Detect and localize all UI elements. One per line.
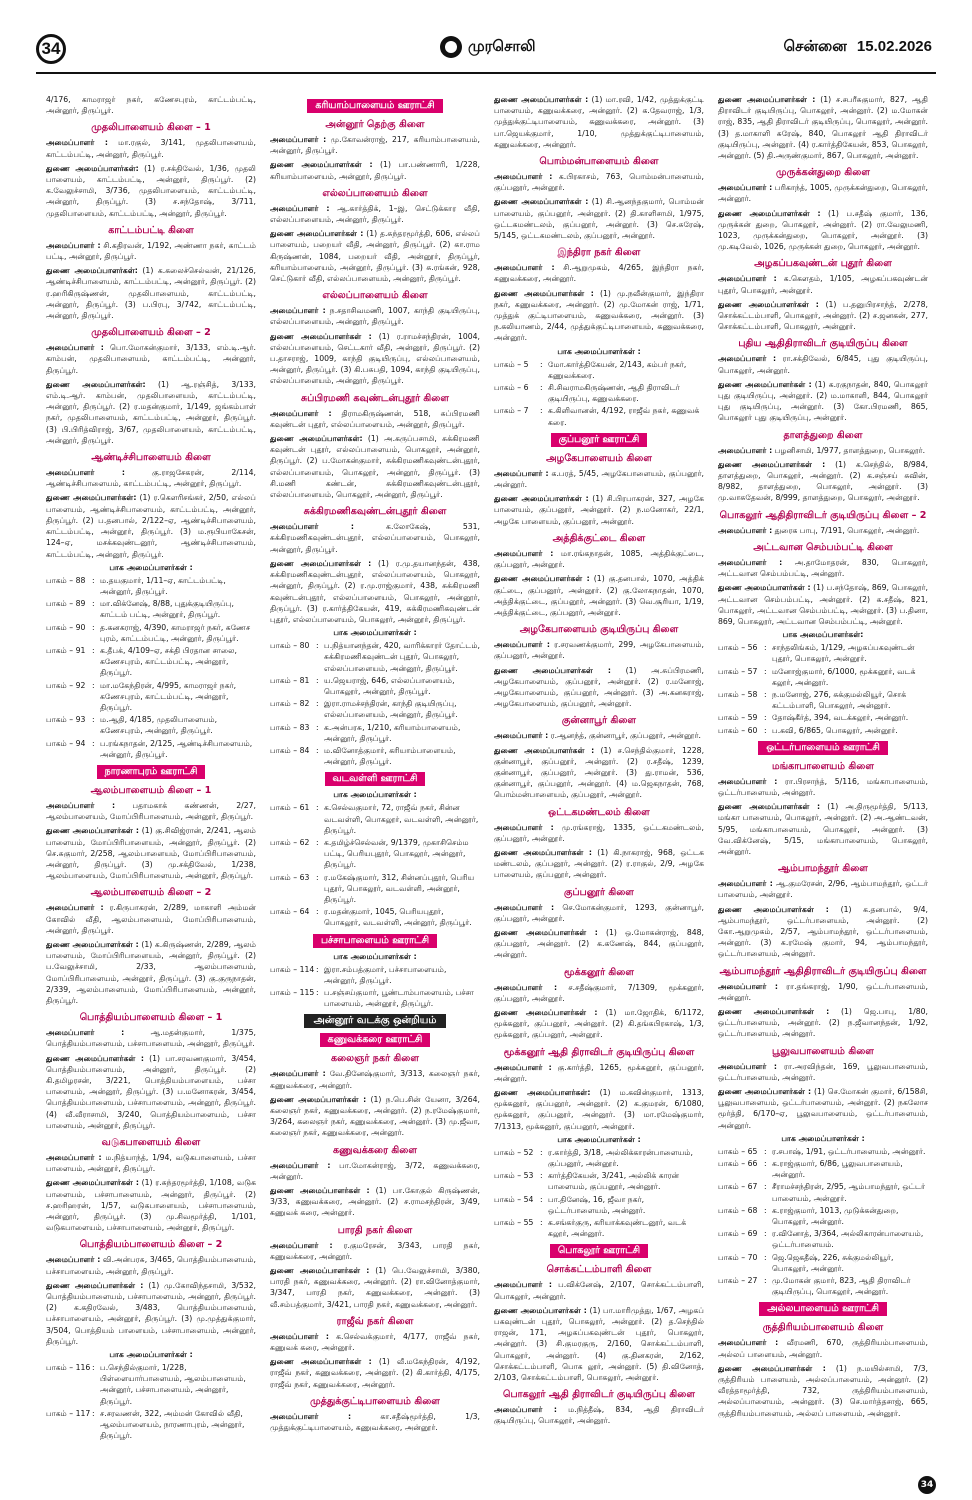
paragraph: துணை அமைப்பாளர்கள் : (1) கு.தனபால், 1070, அத்திக் குட்டை, குப்பனூர், அன்னூர். (2) கு.லோகநாதன், 1070, அத்திக்குட்டை, குப்பனூர், அன்னூர். (3) வெ.சூரியா, 1/19, அத்திக்குட்டை, குப்பனூர், அன்னூர். xyxy=(494,574,704,617)
paragraph: அமைப்பாளர் : ந.சதாசிவமணி, 1007, காந்தி குடியிருப்பு, எல்லப்பாளையம், அன்னூர், திருப்பூர். xyxy=(270,306,480,327)
role-label: அமைப்பாளர் : xyxy=(46,800,116,810)
role-label: அமைப்பாளர் : xyxy=(718,776,778,786)
role-label: அமைப்பாளர் : xyxy=(270,1331,329,1341)
paragraph: துணை அமைப்பாளர்கள் : (1) ச.சபரீசுகுமார், 827, ஆதி திராவிடர் குடியிருப்பு, பொகலூர், அன்னூர். (2) ம.மோகன் ராஜ், 835, ஆதி திராவிடர் குடியிருப்பு, பொகலூர், அன்னூர். (3) த.மாகாளி சுரேஷ், 840, பொகலூர் ஆதி திராவிடர் குடியிருப்பு, அன்னூர். (4) ர.கார்த்திகேயன், 853, பொகலூர், அன்னூர். (5) தி.அருண்குமார், 867, பொகலூர், அன்னூர். xyxy=(718,95,928,161)
paragraph: அமைப்பாளர் : வீரமணி, 670, ருத்திரியம்பாளையம், அல்லப் பாளையம், அன்னூர். xyxy=(718,1338,928,1359)
role-label: அமைப்பாளர் : xyxy=(494,172,553,182)
booth-heading: பாக அமைப்பாளர்கள் : xyxy=(557,346,641,356)
paragraph: அமைப்பாளர் : ர.ஆனந்த், குன்னாபூர், குப்பனூர், அன்னூர். xyxy=(494,731,701,741)
paragraph: அமைப்பாளர் : மா.ரங்கநாதன், 1085, அத்திக்குட்டை, குப்பனூர், அன்னூர். xyxy=(494,548,704,570)
role-label: அமைப்பாளர் : xyxy=(46,138,108,148)
branch-heading: ராஜீவ் நகர் கிளை xyxy=(336,1315,414,1327)
booth-row: பாகம் – 81 : ய.ஜெயராஜ், 646, எல்லப்பாளையம், பொகலூர், அன்னூர், திருப்பூர். xyxy=(270,675,455,696)
paragraph: அமைப்பாளர் : க.கௌதம், 1/105, அழகப்பகவுண்டன் புதூர், பொகலூர், அன்னூர். xyxy=(718,274,928,295)
booth-row: பாகம் – 66 : க.ராஜ்குமார், 6/86, பூலுவபாளையம், அன்னூர். xyxy=(718,1159,903,1180)
paragraph: துணை அமைப்பாளர்கள் : (1) ஜெ.பாபு, 1/80, ஒட்டர்பாளையம், அன்னூர். (2) ந.ஜீவானந்தன், 1/92, ஒட்டர்பாளையம், அன்னூர். xyxy=(718,1006,928,1039)
branch-heading: வடுகபாளையம் கிளை xyxy=(101,1137,201,1149)
booth-row: பாகம் – 63 : ர.மகேஷ்குமார், 312, சின்னப்புதூர், பெரிய புதூர், பொகலூர், வடவள்ளி, அன்னூர், திருப்பூர். xyxy=(270,872,475,904)
booth-row: பாகம் – 58 : ந.மனோஜ், 276, சுக்குமல்லியூர், சொக் கட்டம்பாளி, பொகலூர், அன்னூர். xyxy=(718,689,907,711)
paragraph: அமைப்பாளர் : சி.ஆறுமுகம், 4/265, இந்திரா நகர், கணுவக்கரை, அன்னூர். xyxy=(494,263,704,284)
paragraph: அமைப்பாளர் : க.லோகேஷ், 531, சுக்கிரமணிகவுண்டன்புதூர், எல்லப்பாளையம், பொகலூர், அன்னூர், திருப்பூர். xyxy=(270,522,480,554)
role-label: அமைப்பாளர் : xyxy=(46,240,101,250)
role-label: துணை அமைப்பாளர்கள்: xyxy=(46,163,139,173)
branch-heading: அட்டவான செம்பம்பட்டி கிளை xyxy=(753,541,893,553)
paragraph: துணை அமைப்பாளர்கள் : (1) ஒ.மோகன்ராஜ், 848, குப்பனூர், அன்னூர். (2) க.கணேஷ், 844, குப்பனூர், அன்னூர். xyxy=(494,927,704,960)
role-label: துணை அமைப்பாளர்கள் : xyxy=(46,939,139,949)
role-label: துணை அமைப்பாளர்கள் : xyxy=(270,160,373,170)
role-label: அமைப்பாளர் : xyxy=(270,1240,333,1250)
role-label: அமைப்பாளர் : xyxy=(494,263,555,273)
role-label: துணை அமைப்பாளர்கள் : xyxy=(718,1006,830,1016)
role-label: அமைப்பாளர் : xyxy=(270,522,354,532)
paragraph: துணை அமைப்பாளர்கள் : (1) கி.நாகராஜ், 968, ஒட்டக மண்டலம், குப்பனூர், அன்னூர். (2) ர.ராகுல், 2/9, அழகே பாளையம், குப்பனூர், அன்னூர். xyxy=(494,847,704,880)
booth-row: பாகம் – 83 : க.அன்பரசு, 1/210, கரியாம்பாளையம், அன்னூர், திருப்பூர். xyxy=(270,722,461,743)
role-label: அமைப்பாளர் : xyxy=(270,1411,352,1421)
branch-heading: எல்லப்பாளையம் கிளை xyxy=(322,187,428,199)
booth-row: பாகம் – 64 : ர.மதன்குமார், 1045, பெரியபுதூர், பொகலூர், வடவள்ளி, அன்னூர், திருப்பூர். xyxy=(270,907,472,928)
branch-heading: பொகலூர் ஆதி திராவிடர் குடியிருப்பு கிளை xyxy=(503,1389,695,1401)
paragraph: அமைப்பாளர் : அ.தாமோதரன், 830, பொகலூர், அட்டவான செம்பம்பட்டி, அன்னூர். xyxy=(718,557,928,579)
role-label: அமைப்பாளர் : xyxy=(270,1069,326,1079)
panchayat-banner: குப்பனூர் ஊராட்சி xyxy=(551,433,648,447)
booth-row: பாகம் – 60 : ப.கவி, 6/865, பொகலூர், அன்னூர். xyxy=(718,725,898,735)
paragraph: துணை அமைப்பாளர்கள்: (1) ர.கௌரிசங்கர், 2/50, எல்லப் பாளையம், ஆண்டிச்சிபாளையம், காட்டம்பட்டி, அன்னூர், திருப்பூர். (2) ப.தனபால், 2/122–ஏ, ஆண்டிச்சிபாளையம், காட்டம்பட்டி, அன்னூர், திருப்பூர். (3) ம.ரூபியாகேசன், 124–ஏ, மசக்கவுண்டனூர், ஆண்டிச்சிபாளையம், காட்டம்பட்டி, அன்னூர், திருப்பூர். xyxy=(46,493,256,559)
role-label: அமைப்பாளர் : xyxy=(494,468,549,478)
role-label: துணை அமைப்பாளர்கள் : xyxy=(46,1178,139,1188)
paragraph: துணை அமைப்பாளர்கள்: (1) ஆ.ரஞ்சித், 3/133, எம்.டி.ஆர். காம்பன், முதலிபாளையம், காட்டம்பட்டி, அன்னூர், திருப்பூர். (2) ர.மதன்குமார், 1/149, ஜங்கம்பாள் நகர், முதலிபாளையம், காட்டம்பட்டி, அன்னூர், திருப்பூர். (3) பி.பிரித்விராஜ், 3/67, முதலிபாளையம், காட்டம்பட்டி, அன்னூர், திருப்பூர். xyxy=(46,379,256,445)
paragraph: துணை அமைப்பாளர்கள் : (1) சி.பிரபாகரன், 327, அழகே பாளையம், குப்பனூர், அன்னூர். (2) ந.மனோகர், 22/1, அழகே பாளையம், குப்பனூர், அன்னூர். xyxy=(494,494,704,526)
elephant-logo-icon xyxy=(440,36,462,58)
booth-heading: பாக அமைப்பாளர்கள் : xyxy=(333,790,417,800)
paragraph: துணை அமைப்பாளர்கள்: (1) ம.கவின்குமார், 1313, மூக்கனூர், குப்பனூர், அன்னூர். (2) க.குமரன், 6/1080, மூக்கனூர், குப்பனூர், அன்னூர். (3) மா.ரமேஷ்குமார், 7/1313, மூக்கனூர், குப்பனூர், அன்னூர். xyxy=(494,1088,704,1131)
brand xyxy=(440,36,536,58)
role-label: அமைப்பாளர் : xyxy=(270,203,330,213)
booth-row: பாகம் – 62 : க.தமிழ்ச்செல்வன், 9/1379, முகாசிசெம்ம பட்டி, பெரியபுதூர், பொகலூர், அன்னூர், திருப்பூர். xyxy=(270,837,469,870)
branch-heading: ஒட்டகமண்டலம் கிளை xyxy=(548,806,650,818)
role-label: துணை அமைப்பாளர்கள் : xyxy=(718,904,829,914)
paragraph: துணை அமைப்பாளர்கள் : (1) செ.மோகன் குமார், 6/158சி, பூலுவபாளையம், ஒட்டர்பாளையம், அன்னூர். (2) நகலோச மூர்த்தி, 6/170–ஏ, பூலுவபாளையம், ஒட்டர்பாளையம், அன்னூர். xyxy=(718,1087,928,1130)
booth-row: பாகம் – 88 : ம.தயகுமார், 1/11–ஏ, காட்டம்பட்டி, அன்னூர், திருப்பூர். xyxy=(46,575,226,596)
panchayat-banner: ஒட்டர்பாளையம் ஊராட்சி xyxy=(758,741,888,755)
paragraph: அமைப்பாளர் : க.பிரகாசம், 763, பொம்மன்பாளையம், குப்பனூர், அன்னூர். xyxy=(494,172,704,193)
branch-heading: மூக்கனூர் கிளை xyxy=(563,966,635,978)
role-label: துணை அமைப்பாளர்கள் : xyxy=(718,802,821,812)
role-label: அமைப்பாளர் : xyxy=(270,306,326,316)
booth-heading: பாக அமைப்பாளர்கள் : xyxy=(109,562,193,572)
booth-heading: பாக அமைப்பாளர்கள் : xyxy=(333,951,417,961)
branch-heading: முதலிபாளையம் கிளை – 2 xyxy=(91,327,211,339)
role-label: துணை அமைப்பாளர்கள் : xyxy=(494,288,594,298)
role-label: துணை அமைப்பாளர்கள் : xyxy=(270,229,364,239)
branch-heading: எல்லப்பாளையம் கிளை xyxy=(322,290,428,302)
branch-heading: முருக்கன்துறை கிளை xyxy=(776,167,870,179)
paragraph: 4/176, காமராஜர் நகர், கணேசபுரம், காட்டம்பட்டி, அன்னூர், திருப்பூர். xyxy=(46,95,256,116)
branch-heading: சுக்கிரமணிகவுண்டன்புதூர் கிளை xyxy=(303,506,447,518)
role-label: அமைப்பாளர் : xyxy=(718,557,783,567)
booth-row: பாகம் – 7 : க.கிளிவானன், 4/192, ராஜீவ் நகர், கணுவக் கரை. xyxy=(494,406,700,427)
paragraph: துணை அமைப்பாளர்கள் : (1) மா.ஜோதிக், 6/1172, மூக்கனூர், குப்பனூர், அன்னூர். (2) கி.தங்கபிரகாஷ், 1/3, மூக்கனூர், குப்பனூர், அன்னூர். xyxy=(494,1007,704,1040)
role-label: அமைப்பாளர் : xyxy=(46,1255,101,1265)
paragraph: அமைப்பாளர் : சி.கதிரவன், 1/192, அண்ணா நகர், காட்டம் பட்டி, அன்னூர், திருப்பூர். xyxy=(46,240,256,262)
paragraph: துணை அமைப்பாளர்கள் : (1) மு.கோவிந்தசாமி, 3/532, பொத்தியம்பாளையம், பச்சாபாளையம், அன்னூர், திருப்பூர். (2) க.கதிரவேல், 3/483, பொத்தியம்பாளையம், பச்சாபாளையம், அன்னூர், திருப்பூர். (3) மு.முத்துக்குமார், 3/504, பொத்தியம் பாளையம், பச்சாபாளையம், அன்னூர், திருப்பூர். xyxy=(46,1280,256,1346)
branch-heading: பொத்தியம்பாளையம் கிளை – 1 xyxy=(79,1012,223,1024)
role-label: அமைப்பாளர் : xyxy=(270,1160,331,1170)
booth-heading: பாக அமைப்பாளர்கள் : xyxy=(109,1350,193,1360)
role-label: அமைப்பாளர் : xyxy=(718,445,773,455)
branch-heading: முத்துக்குட்டிபாளையம் கிளை xyxy=(310,1395,440,1407)
role-label: அமைப்பாளர் : xyxy=(494,640,550,650)
paragraph: அமைப்பாளர் : ஆ.மதன்குமார், 1/375, பொத்தியம்பாளையம், பச்சாபாளையம், அன்னூர், திருப்பூர். xyxy=(46,1028,256,1049)
paragraph: துணை அமைப்பாளர்கள் : (1) ச.செந்தில்குமார், 1228, குன்னாபூர், குப்பனூர், அன்னூர். (2) ர.சதீஷ், 1239, குன்னாபூர், குப்பனூர், அன்னூர். (3) து.ராமன், 536, குன்னாபூர், குப்பனூர், அன்னூர். (4) ம.ஜெகநாதன், 768, பொம்மன்பாளையம், குப்பனூர், அன்னூர். xyxy=(494,745,704,800)
role-label: துணை அமைப்பாளர்கள் : xyxy=(270,1357,372,1367)
panchayat-banner: வடவள்ளி ஊராட்சி xyxy=(325,772,426,786)
role-label: அமைப்பாளர் : xyxy=(494,1405,557,1415)
role-label: அமைப்பாளர் : xyxy=(270,408,332,418)
role-label: துணை அமைப்பாளர்கள் : xyxy=(46,1053,144,1063)
role-label: துணை அமைப்பாளர்கள் : xyxy=(270,558,372,568)
paragraph: அமைப்பாளர் : கு.கார்த்தி, 1265, மூக்கனூர், குப்பனூர், அன்னூர். xyxy=(494,1062,704,1083)
role-label: துணை அமைப்பாளர்கள் : xyxy=(718,208,821,218)
booth-heading: பாக அமைப்பாளர்கள் : xyxy=(781,1133,865,1143)
paragraph: அமைப்பாளர் : வே.தினேஷ்குமார், 3/313, கலைஞர் நகர், கணுவக்கரை, அன்னூர். xyxy=(270,1069,480,1090)
paragraph: அமைப்பாளர் : க.செல்வக்குமார், 4/177, ராஜீவ் நகர், கணுவக் கரை, அன்னூர். xyxy=(270,1331,480,1353)
paragraph: அமைப்பாளர் : ர.கிருபாகரன், 2/289, மாகாளி அம்மன் கோவில் வீதி, ஆலம்பாளையம், மோப்பிரிபாளையம், அன்னூர், திருப்பூர். xyxy=(46,903,256,935)
paragraph: துணை அமைப்பாளர்கள் : (1) பா.மாரிமுத்து, 1/67, அழகப் பகவுண்டன் புதூர், பொகலூர், அன்னூர். (2) த.செந்தில் ராஜன், 171, அழகப்பகவுண்டன் புதூர், பொகலூர், அன்னூர். (3) சி.குமரகுரு, 2/160, சொக்கட்டம்பாளி, பொகலூர், அன்னூர். (4) கு.தினகரன், 2/162, சொக்கட்டம்பாளி, பொக லூர், அன்னூர். (5) தி.வினோத், 2/103, சொக்கட்டம்பாளி, பொகலூர், அன்னூர். xyxy=(494,1305,704,1383)
role-label: துணை அமைப்பாளர்கள் : xyxy=(494,574,590,584)
booth-row: பாகம் – 91 : க.தீபக், 4/109–ஏ, சக்தி பிரதான சாலை, கணேசபுரம், காட்டம்பட்டி, அன்னூர், திருப்பூர். xyxy=(46,645,237,678)
booth-row: பாகம் – 57 : மனோஜ்குமார், 6/1000, மூக்கனூர், வடக் கலூர், அன்னூர். xyxy=(718,666,916,687)
role-label: துணை அமைப்பாளர்கள் : xyxy=(46,826,139,836)
column-3 xyxy=(494,94,704,1489)
booth-row: பாகம் – 67 : சீராமச்சந்திரன், 2/95, ஆம்பாமந்தூர், ஒட்டர் பாளையம், அன்னூர். xyxy=(718,1182,926,1203)
paragraph: துணை அமைப்பாளர்கள் : (1) க.செந்தில், 8/984, தாளத்துறை, பொகலூர், அன்னூர். (2) க.சஞ்சய் சுவின், 8/982, தாளத்துறை, பொகலூர், அன்னூர். (3) மு.வாசுதேவன், 8/999, தாளத்துறை, பொகலூர், அன்னூர். xyxy=(718,459,928,503)
city-date xyxy=(783,38,932,57)
paragraph: அமைப்பாளர் : பா.மோகன்ராஜ், 3/72, கணுவக்கரை, அன்னூர். xyxy=(270,1160,480,1181)
paragraph: அமைப்பாளர் : ச.சதீஷ்குமார், 7/1309, மூக்கனூர், குப்பனூர், அன்னூர். xyxy=(494,982,704,1003)
booth-heading: பாக அமைப்பாளர்கள் : xyxy=(557,1134,641,1144)
role-label: துணை அமைப்பாளர்கள் : xyxy=(494,494,589,504)
paragraph: அமைப்பாளர் : பதாமகாக் கண்ணன், 2/27, ஆலம்பாளையம், மோப்பிரிபாளையம், அன்னூர், திருப்பூர். xyxy=(46,800,256,822)
paragraph: அமைப்பாளர் : பழனிசாமி, 1/977, தாளத்துறை, பொகலூர். xyxy=(718,445,926,455)
role-label: துணை அமைப்பாளர்கள் : xyxy=(270,331,372,341)
booth-row: பாகம் – 61 : க.செல்வகுமார், 72, ராஜீவ் நகர், சின்ன வடவள்ளி, பொகலூர், வடவள்ளி, அன்னூர், திருப்பூர். xyxy=(270,803,479,835)
role-label: துணை அமைப்பாளர்கள் : xyxy=(718,299,819,309)
role-label: அமைப்பாளர் : xyxy=(46,468,125,478)
booth-row: பாகம் – 89 : மா.விக்னேஷ், 8/88, புதுக்குடியிருப்பு, காட்டம் பட்டி, அன்னூர், திருப்பூர். xyxy=(46,599,234,620)
branch-heading: கலைஞர் நகர் கிளை xyxy=(330,1053,420,1065)
branch-heading: அழகப்பகவுண்டன் புதூர் கிளை xyxy=(754,258,892,270)
branch-heading: மூக்கனூர் ஆதி திராவிடர் குடியிருப்பு கிளை xyxy=(503,1046,695,1058)
paragraph: துணை அமைப்பாளர்கள் : (1) பெ.வேலுச்சாமி, 3/380, பாரதி நகர், கணுவக்கரை, அன்னூர். (2) ரா.வினோத்குமார், 3/347, பாரதி நகர், கணுவக்கரை, அன்னூர். (3) வீ.சம்பத்குமார், 3/421, பாரதி நகர், கணுவக்கரை, அன்னூர். xyxy=(270,1266,480,1309)
paragraph: அமைப்பாளர் : மு.கோவன்ராஜ், 217, கரியாம்பாளையம், அன்னூர், திருப்பூர். xyxy=(270,135,480,156)
paragraph: துணை அமைப்பாளர்கள் : (1) மா.ரவி, 1/42, முத்துக்குட்டி பாளையம், கணுவக்கரை, அன்னூர். (2) க.தேவராஜ், 1/3, முத்துக்குட்டிபாளையம், கணுவக்கரை, அன்னூர். (3) பா.ஜெயக்குமார், 1/10, முத்துக்குட்டிபாளையம், கணுவக்கரை, அன்னூர். xyxy=(494,95,704,149)
branch-heading: குன்னாபூர் கிளை xyxy=(561,715,637,727)
role-label: அமைப்பாளர் : xyxy=(718,981,778,991)
role-label: துணை அமைப்பாளர்கள் : xyxy=(494,1305,587,1315)
branch-heading: அழகேபாளையம் குடியிருப்பு கிளை xyxy=(519,624,679,636)
paragraph: துணை அமைப்பாளர்கள் : (1) கு.சிவிஜ்ரான், 2/241, ஆலம் பாளையம், மோப்பிரிபாளையம், அன்னூர், திருப்பூர். (2) செ.சுகுமார், 2/258, ஆலம்பாளையம், மோப்பிரிபாளையம், அன்னூர், திருப்பூர். (3) மு.சக்திவேல், 1/238, ஆலம்பாளையம், மோப்பிரிபாளையம், அன்னூர், திருப்பூர். xyxy=(46,826,256,881)
branch-heading: அன்னூர் தெற்கு கிளை xyxy=(325,119,425,130)
booth-row: பாகம் – 84 : ம.வினோத்குமார், கரியாம்பாளையம், அன்னூர், திருப்பூர். xyxy=(270,745,456,767)
paragraph: அமைப்பாளர் : ஆ.கார்த்திக், 1–இ, செட்டுக்கார வீதி, எல்லப்பாளையம், அன்னூர், திருப்பூர். xyxy=(270,203,480,225)
role-label: துணை அமைப்பாளர்கள் : xyxy=(494,927,598,937)
paragraph: துணை அமைப்பாளர்கள்: (1) அ.கருப்பசாமி, சுக்கிரமணி கவுண்டன் புதூர், எல்லப்பாளையம், பொகலூர், அன்னூர், திருப்பூர். (2) ப.மோகன்குமார், சுக்கிரமணிகவுண்டன்புதூர், எல்லப்பாளையம், பொகலூர், அன்னூர், திருப்பூர். (3) சி.மணி கண்டன், சுக்கிரமணிகவுண்டன்புதூர், எல்லப்பாளையம், பொகலூர், அன்னூர், திருப்பூர். xyxy=(270,434,480,500)
header-rule xyxy=(36,72,936,74)
paragraph: அமைப்பாளர் : ரா.அரவிந்தன், 169, பூலுவபாளையம், ஒட்டர்பாளையம், அன்னூர். xyxy=(718,1061,928,1082)
booth-row: பாகம் – 54 : பா.தினேஷ், 16, ஜீவா நகர், ஒட்டர்பாளையம், அன்னூர். xyxy=(494,1194,646,1215)
branch-heading: தாளத்துறை கிளை xyxy=(783,429,863,441)
paragraph: அமைப்பாளர் : வி.அன்பரசு, 3/465, பொத்தியம்பாளையம், பச்சாபாளையம், அன்னூர், திருப்பூர். xyxy=(46,1255,256,1276)
booth-row: பாகம் – 59 : தோஷ்கீர்த், 394, வடக்கலூர், அன்னூர். xyxy=(718,713,909,723)
paragraph: துணை அமைப்பாளர்கள் : (1) ப.சதீஷ் குமார், 136, முருக்கன் துறை, பொகலூர், அன்னூர். (2) ரா.வேலுமணி, 1023, முருக்கன்துறை, பொகலூர், அன்னூர். (3) மு.கடிவேல், 1026, முருக்கன் துறை, பொகலூர், அன்னூர். xyxy=(718,208,928,252)
booth-heading: பாக அமைப்பாளர்கள் : xyxy=(333,628,417,638)
paragraph: அமைப்பாளர் : ர.குமரேசன், 3/343, பாரதி நகர், கணுவக்கரை, அன்னூர். xyxy=(270,1240,480,1261)
paragraph: அமைப்பாளர் : க.பரத், 5/45, அழகேபாளையம், குப்பனூர், அன்னூர். xyxy=(494,468,704,490)
paragraph: துணை அமைப்பாளர்கள் : (1) சி.ஆனந்தகுமார், பொம்மன் பாளையம், குப்பனூர், அன்னூர். (2) தி.காளிசாமி, 1/975, ஒட்டகமண்டலம், குப்பனூர், அன்னூர். (3) செ.சுரேஷ், 5/145, ஒட்டகமண்டலம், குப்பனூர், அன்னூர். xyxy=(494,197,704,241)
paragraph: துணை அமைப்பாளர்கள் : (1) ர.சுந்தரமூர்த்தி, 1/108, வடுக பாளையம், பச்சாபாளையம், அன்னூர், திருப்பூர். (2) ச.ஹரிஹரன், 1/57, வடுகபாளையம், பச்சாபாளையம், அன்னூர், திருப்பூர். (3) மு.சிவமூர்த்தி, 1/101, வடுகபாளையம், பச்சாபாளையம், அன்னூர், திருப்பூர். xyxy=(46,1178,256,1233)
paragraph: துணை அமைப்பாளர்கள் : (1) க.ரகுநாதன், 840, பொகலூர் புது குடியிருப்பு, அன்னூர். (2) ம.மாகாளி, 844, பொகலூர் புது குடியிருப்பு, அன்னூர். (3) கோ.பிரமணி, 865, பொகலூர் புது குடியிருப்பு, அன்னூர். xyxy=(718,379,928,423)
booth-row: பாகம் – 82 : இரா.ராமச்சந்திரன், காந்தி குடியிருப்பு, எல்லப்பாளையம், அன்னூர், திருப்பூர். xyxy=(270,699,458,720)
role-label: துணை அமைப்பாளர்கள் : xyxy=(494,847,593,857)
paragraph: அமைப்பாளர் : துரைக பாபு, 7/191, பொகலூர், அன்னூர். xyxy=(718,525,920,535)
booth-row: பாகம் – 68 : க.ராஜ்குமார், 1013, முடுக்கன்துறை, பொகலூர், அன்னூர். xyxy=(718,1205,899,1227)
union-banner: அன்னூர் வடக்கு ஒன்றியம் xyxy=(304,1014,447,1028)
panchayat-banner: பொகலூர் ஊராட்சி xyxy=(550,1244,648,1258)
branch-heading: மங்காபாளையம் கிளை xyxy=(771,760,875,772)
booth-row: பாகம் – 69 : ர.வினோத், 3/364, அல்லிகாரன்பாளையம், ஒட்டர்பாளையம். xyxy=(718,1229,924,1250)
booth-row: பாகம் – 5 : மோ.கார்த்திகேயன், 2/143, கம்பர் நகர், கணுவக்கரை. xyxy=(494,359,687,380)
booth-row: பாகம் – 93 : ம.ஆதி, 4/185, முதலிபாளையம், கணேசபுரம், அன்னூர், திருப்பூர். xyxy=(46,715,218,736)
panchayat-banner: கணுவக்கரை ஊராட்சி xyxy=(320,1033,431,1047)
column-4 xyxy=(718,94,928,1489)
branch-heading: பொகலூர் ஆதிதிராவிடர் குடியிருப்பு கிளை – 2 xyxy=(719,509,927,521)
paragraph: துணை அமைப்பாளர்கள்: (1) ர.சக்திவேல், 1/36, முதலி பாளையம், காட்டம்பட்டி, அன்னூர், திருப்பூர். (2) க.வேலுச்சாமி, 3/736, முதலிபாளையம், காட்டம்பட்டி, அன்னூர், திருப்பூர். (3) ச.சந்தோஷ், 3/711, முதலிபாளையம், காட்டம்பட்டி, அன்னூர், திருப்பூர். xyxy=(46,163,256,218)
branch-heading: கணுவக்கரை கிளை xyxy=(332,1144,418,1156)
panchayat-banner: நாரணாபுரம் ஊராட்சி xyxy=(97,765,206,779)
role-label: அமைப்பாளர் : xyxy=(718,354,777,364)
paragraph: அமைப்பாளர் : திராமகிருஷ்ணன், 518, சுப்பிரமணி கவுண்டன் புதூர், எல்லப்பாளையம், அன்னூர், திருப்பூர். xyxy=(270,408,480,429)
role-label: துணை அமைப்பாளர்கள் : xyxy=(718,379,812,389)
paragraph: துணை அமைப்பாளர்கள் : (1) மு.நவீன்குமார், இந்திரா நகர், கணுவக்கரை, அன்னூர். (2) மு.மோகன் ராஜ், 1/71, முத்துக் குட்டிபாளையம், கணுவக்கரை, அன்னூர். (3) ந.கலியாணம், 2/44, முத்துக்குட்டிபாளையம், கணுவக்கரை, அன்னூர். xyxy=(494,288,704,343)
paragraph: துணை அமைப்பாளர்கள் : (1) பா.சரவணகுமார், 3/454, பொத்தியம்பாளையம், அன்னூர், திருப்பூர். (2) கி.தமிழரசன், 3/221, பொத்தியம்பாளையம், பச்சா பாளையம், அன்னூர், திருப்பூர். (3) ப.மனோகரன், 3/454, பொத்தியம்பாளையம், பச்சாபாளையம், அன்னூர், திருப்பூர். (4) வீ.வீராசாமி, 3/240, பொத்தியம்பாளையம், பச்சா பாளையம், அன்னூர், திருப்பூர். xyxy=(46,1053,256,1130)
paragraph: அமைப்பாளர் : கு.ராஜசேகரன், 2/114, ஆண்டிச்சிபாளையம், காட்டம்பட்டி, அன்னூர், திருப்பூர். xyxy=(46,468,256,489)
branch-heading: ஆலம்பாளையம் கிளை – 2 xyxy=(90,887,212,899)
role-label: அமைப்பாளர் : xyxy=(46,1028,125,1038)
paragraph: அமைப்பாளர் : ரா.சக்திவேல், 6/845, புது குடியிருப்பு, பொகலூர், அன்னூர். xyxy=(718,354,928,375)
booth-row: பாகம் – 6 : சி.சிவராமகிருஷ்ணன், ஆதி திராவிடர் குடியிருப்பு, கணுவக்கரை. xyxy=(494,383,680,404)
role-label: அமைப்பாளர் : xyxy=(494,548,554,558)
role-label: துணை அமைப்பாளர்கள்: xyxy=(46,266,138,276)
role-label: அமைப்பாளர் : xyxy=(718,1338,779,1348)
paragraph: துணை அமைப்பாளர்கள் : (1) க.தனபால், 9/4, ஆம்பாமந்தூர், ஒட்டர்பாளையம், அன்னூர். (2) கோ.ஆறுமுகம், 2/57, ஆம்பாமந்தூர், ஒட்டர்பாளையம், அன்னூர். (3) க.ரமேஷ் குமார், 94, ஆம்பாமந்தூர், ஒட்டர்பாளையம், அன்னூர். xyxy=(718,904,928,959)
paragraph: துணை அமைப்பாளர்கள் : (1) ர.ராமச்சந்திரன், 1004, எல்லப்பாளையம், செட்டகார் வீதி, அன்னூர், திருப்பூர். (2) ப.தாசராஜ், 1009, காந்தி குடியிருப்பு, எல்லப்பாளையம், அன்னூர், திருப்பூர். (3) கி.பசுபதி, 1094, காந்தி குடியிருப்பு, எல்லப்பாளையம், அன்னூர், திருப்பூர். xyxy=(270,331,480,386)
paragraph: அமைப்பாளர் : ம.நித்யாந்த், 1/94, வடுகபாளையம், பச்சா பாளையம், அன்னூர், திருப்பூர். xyxy=(46,1153,256,1174)
role-label: துணை அமைப்பாளர்கள் : xyxy=(270,1094,367,1104)
booth-row: பாகம் – 94 : ப.ரங்கநாதன், 2/125, ஆண்டிச்சிபாளையம், அன்னூர், திருப்பூர். xyxy=(46,738,253,759)
role-label: அமைப்பாளர் : xyxy=(494,731,549,741)
role-label: அமைப்பாளர் : xyxy=(46,343,104,353)
role-label: அமைப்பாளர் : xyxy=(718,1061,777,1071)
columns xyxy=(46,94,930,1489)
page-number: 34 xyxy=(36,34,66,64)
booth-heading: பாக அமைப்பாளர்கள்: xyxy=(782,630,864,640)
branch-heading: சொக்கட்டம்பாளி கிளை xyxy=(546,1264,652,1276)
booth-row: பாகம் – 27 : மு.மோகன் குமார், 823, ஆதி திராவிடர் குடியிருப்பு, பொகலூர், அன்னூர். xyxy=(718,1276,911,1297)
branch-heading: முதலிபாளையம் கிளை – 1 xyxy=(91,122,211,134)
branch-heading: ருத்திரியம்பாளையம் கிளை xyxy=(762,1322,884,1334)
role-label: அமைப்பாளர் : xyxy=(718,183,773,193)
role-label: துணை அமைப்பாளர்கள்: xyxy=(494,1088,591,1097)
role-label: துணை அமைப்பாளர்கள் : xyxy=(494,745,595,755)
paragraph: துணை அமைப்பாளர்கள் : (1) வீ.மகேந்திரன், 4/192, ராஜீவ் நகர், கணுவக்கரை, அன்னூர். (2) கி.கார்த்தி, 4/175, ராஜீவ் நகர், கணுவக்கரை, அன்னூர். xyxy=(270,1357,480,1389)
role-label: அமைப்பாளர் : xyxy=(718,274,777,284)
paragraph: அமைப்பாளர் : பொ.மோகன்குமார், 3/133, எம்.டி.ஆர். காம்பன், முதலிபாளையம், காட்டம்பட்டி, அன்னூர், திருப்பூர். xyxy=(46,343,256,375)
booth-row: பாகம் – 114 : இரா.சம்பத்குமார், பச்சாபாளையம், அன்னூர், திருப்பூர். xyxy=(270,964,447,985)
footer-page-number: 34 xyxy=(918,1476,936,1494)
paragraph: அமைப்பாளர் : ர.சரவணக்குமார், 299, அழகேபாளையம், குப்பனூர், அன்னூர். xyxy=(494,640,704,661)
paragraph: அமைப்பாளர் : மா.ரகுல், 3/141, முதலிபாளையம், காட்டம்பட்டி, அன்னூர், திருப்பூர். xyxy=(46,138,256,159)
paragraph: அமைப்பாளர் : பரிகாந்த், 1005, முருக்கன்துறை, பொகலூர், அன்னூர். xyxy=(718,183,928,204)
paragraph: அமைப்பாளர் : மு.ரங்கராஜ், 1335, ஒட்டகமண்டலம், குப்பனூர், அன்னூர். xyxy=(494,822,704,843)
branch-heading: பொத்தியம்பாளையம் கிளை – 2 xyxy=(79,1239,223,1251)
branch-heading: அழகேபாளையம் கிளை xyxy=(545,452,653,464)
role-label: துணை அமைப்பாளர்கள் : xyxy=(718,583,811,593)
booth-row: பாகம் – 56 : சாந்தலிங்கம், 1/129, அழகப்பகவுண்டன் புதூர், பொகலூர், அன்னூர். xyxy=(718,643,915,664)
paragraph: துணை அமைப்பாளர்கள் : (1) பா.கோகுல் கிருஷ்ணன், 3/33, கணுவக்கரை, அன்னூர். (2) ச.ராமசந்திரன், 3/49, கணுவக் கரை, அன்னூர். xyxy=(270,1186,480,1218)
paragraph: அமைப்பாளர் : ஆ.குமரேசன், 2/96, ஆம்பாமந்தூர், ஒட்டர் பாளையம், அன்னூர். xyxy=(718,879,928,900)
role-label: துணை அமைப்பாளர்கள் : xyxy=(494,95,589,104)
role-label: துணை அமைப்பாளர்கள்: xyxy=(270,434,363,444)
booth-row: பாகம் – 90 : த.கனகராஜ், 4/390, காமராஜர் நகர், கணேச புரம், காட்டம்பட்டி, அன்னூர், திருப்பூர். xyxy=(46,622,251,643)
booth-row: பாகம் – 117 : ச.சரவணன், 322, அம்மன் கோவில் வீதி, ஆலம்பாளையம், நாரணாபுரம், அன்னூர், திருப்பூர். xyxy=(46,1408,245,1441)
paragraph: அமைப்பாளர் : ப.விக்னேஷ், 2/107, சொக்கட்டம்பாளி, பொகலூர், அன்னூர். xyxy=(494,1280,704,1301)
branch-heading: அத்திக்குட்டை கிளை xyxy=(552,532,646,544)
role-label: துணை அமைப்பாளர்கள் : xyxy=(718,1363,826,1373)
paragraph: துணை அமைப்பாளர்கள் : (1) ப.சந்தோஷ், 869, பொகலூர், அட்டவான செம்பம்பட்டி, அன்னூர். (2) க.சதீஷ், 821, பொகலூர், அட்டவான செம்பம்பட்டி, அன்னூர். (3) ப.தினா, 869, பொகலூர், அட்டவான செம்பம்பட்டி, அன்னூர். xyxy=(718,583,928,626)
role-label: அமைப்பாளர் : xyxy=(494,902,555,912)
city: சென்னை xyxy=(783,38,847,55)
booth-row: பாகம் – 52 : ர.கார்த்தி, 3/18, அல்லிக்காரன்பாளையம், குப்பனூர், அன்னூர். xyxy=(494,1147,693,1169)
branch-heading: ஆண்டிச்சிபாளையம் கிளை xyxy=(91,452,211,464)
paragraph: துணை அமைப்பாளர்கள் : (1) க.கிருஷ்ணன், 2/289, ஆலம் பாளையம், மோப்பிரிபாளையம், அன்னூர், திருப்பூர். (2) ப.வேலுச்சாமி, 2/33, ஆலம்பாளையம், மோப்பிரிபாளையம், அன்னூர், திருப்பூர். (3) கு.குருநாதன், 2/339, ஆலம்பாளையம், மோப்பிரிபாளையம், அன்னூர், திருப்பூர். xyxy=(46,939,256,1005)
role-label: அமைப்பாளர் : xyxy=(494,822,554,832)
branch-heading: காட்டம்பட்டி கிளை xyxy=(108,224,194,236)
role-label: துணை அமைப்பாளர்கள் : xyxy=(494,197,589,207)
paragraph: அமைப்பாளர் : ரா.தங்கராஜ், 1/90, ஒட்டர்பாளையம், அன்னூர். xyxy=(718,981,928,1002)
booth-row: பாகம் – 70 : ஜெ.ஜெகதீஷ், 226, சுக்குமல்லியூர், பொகலூர், அன்னூர். xyxy=(718,1252,894,1273)
role-label: துணை அமைப்பாளர்கள் : xyxy=(494,1007,598,1017)
column-1 xyxy=(46,94,256,1489)
paragraph: துணை அமைப்பாளர்கள் : (1) அ.திருமூர்த்தி, 5/113, மங்கா பாளையம், பொகலூர், அன்னூர். (2) அ.ஆண்டவன், 5/95, மங்காபாளையம், பொகலூர், அன்னூர். (3) வே.விக்னேஷ், 5/15, மங்காபாளையம், பொகலூர், அன்னூர். xyxy=(718,802,928,856)
branch-heading: ஆம்பாமந்தூர் ஆதிதிராவிடர் குடியிருப்பு கிளை xyxy=(719,965,927,977)
role-label: அமைப்பாளர் : xyxy=(46,1153,102,1163)
role-label: அமைப்பாளர் : xyxy=(46,903,104,913)
role-label: துணை அமைப்பாளர்கள் : xyxy=(718,1087,812,1096)
role-label: அமைப்பாளர் : xyxy=(718,525,773,535)
role-label: அமைப்பாளர் : xyxy=(494,1062,552,1072)
branch-heading: புதிய ஆதிதிராவிடர் குடியிருப்பு கிளை xyxy=(738,338,908,350)
paragraph: துணை அமைப்பாளர்கள் : (1) ப.தனுபிரசாந்த், 2/278, சொக்கட்டம்பாளி, பொகலூர், அன்னூர். (2) ச.ஜனகன், 277, சொக்கட்டம்பாளி, பொகலூர், அன்னூர். xyxy=(718,299,928,332)
booth-row: பாகம் – 65 : ர.சபாஷ், 1/91, ஒட்டர்பாளையம், அன்னூர். xyxy=(718,1146,926,1156)
branch-heading: இந்திரா நகர் கிளை xyxy=(557,247,641,259)
masthead xyxy=(0,0,972,86)
role-label: அமைப்பாளர் : xyxy=(494,982,558,992)
panchayat-banner: அல்லபாளையம் ஊராட்சி xyxy=(759,1302,887,1316)
paragraph: துணை அமைப்பாளர்கள்: (1) க.கலைச்செல்வன், 21/126, ஆண்டிச்சிபாளையம், காட்டம்பட்டி, அன்னூர், திருப்பூர். (2) ர.ஹரிகிருஷ்ணன், முதலிபாளையம், காட்டம்பட்டி, அன்னூர், திருப்பூர். (3) ப.பிரபு, 3/742, காட்டம்பட்டி, அன்னூர், திருப்பூர். xyxy=(46,266,256,321)
column-2 xyxy=(270,94,480,1489)
branch-heading: பொம்மன்பாளையம் கிளை xyxy=(539,156,659,168)
role-label: துணை அமைப்பாளர்கள் : xyxy=(494,665,611,675)
role-label: துணை அமைப்பாளர்கள் : xyxy=(718,459,826,469)
panchayat-banner: கரியாம்பாளையம் ஊராட்சி xyxy=(307,99,442,113)
paragraph: அமைப்பாளர் : கா.சதீஷ்மூர்த்தி, 1/3, முத்துக்குட்டிபாளையம், கணுவக்கரை, அன்னூர். xyxy=(270,1411,480,1433)
role-label: துணை அமைப்பாளர்கள் : xyxy=(718,95,816,104)
booth-row: பாகம் – 53 : கார்த்திகேயன், 3/241, அல்லிக் காரன் பாளையம், குப்பனூர், அன்னூர். xyxy=(494,1171,680,1192)
panchayat-banner: பச்சாபாளையம் ஊராட்சி xyxy=(313,934,437,948)
date: 15.02.2026 xyxy=(856,38,932,55)
paragraph: துணை அமைப்பாளர்கள் : (1) த.சுந்தரமூர்த்தி, 606, எல்லப் பாளையம், பறையர் வீதி, அன்னூர், திருப்பூர். (2) கா.ராம கிருஷ்ணன், 1084, பறையர் வீதி, அன்னூர், திருப்பூர், கரியாம்பாளையம், அன்னூர், திருப்பூர். (3) சு.ரங்கன், 928, செட்டுகார் வீதி, எல்லப்பாளையம், அன்னூர், திருப்பூர். xyxy=(270,229,480,284)
role-label: துணை அமைப்பாளர்கள் : xyxy=(46,1280,144,1290)
paragraph: துணை அமைப்பாளர்கள் : (1) பா.பண்ணாரி, 1/228, கரியாம்பாளையம், அன்னூர், திருப்பூர். xyxy=(270,160,480,181)
booth-row: பாகம் – 115 : ப.சஞ்சய்குமார், பூண்டாம்பாளையம், பச்சா பாளையம், அன்னூர், திருப்பூர். xyxy=(270,987,474,1009)
role-label: அமைப்பாளர் : xyxy=(718,879,773,889)
paragraph: துணை அமைப்பாளர்கள் : (1) அ.சுப்பிரமணி, அழகேபாளையம், குப்பனூர், அன்னூர். (2) ர.மனோஜ், அழகேபாளையம், குப்பனூர், அன்னூர். (3) அ.கனகராஜ், அழகேபாளையம், குப்பனூர், அன்னூர். xyxy=(494,665,704,709)
paragraph: அமைப்பாளர் : ரா.பிரசாந்த், 5/116, மங்காபாளையம், ஒட்டர்பாளையம், அன்னூர். xyxy=(718,776,928,797)
booth-row: பாகம் – 55 : க.சங்கர்குரு, கரியாக்கவுண்டனூர், வடக் கலூர், அன்னூர். xyxy=(494,1218,687,1239)
branch-heading: ஆலம்பாளையம் கிளை – 1 xyxy=(90,784,212,796)
branch-heading: பாரதி நகர் கிளை xyxy=(337,1224,413,1236)
paragraph: துணை அமைப்பாளர்கள் : (1) ந.பெ.சின் யேனா, 3/264, கலைஞர் நகர், கணுவக்கரை, அன்னூர். (2) ந.ரமேஷ்குமார், 3/264, கலைஞர் நகர், கணுவக்கரை, அன்னூர். (3) மு.ஜீவா, கலைஞர் நகர், கணுவக்கரை, அன்னூர். xyxy=(270,1094,480,1138)
paragraph: அமைப்பாளர் : ம.நித்தீஷ், 834, ஆதி திராவிடர் குடியிருப்பு, பொகலூர், அன்னூர். xyxy=(494,1405,704,1426)
branch-heading: சுப்பிரமணி கவுண்டன்புதூர் கிளை xyxy=(300,392,450,404)
brand-name: முரசொலி xyxy=(468,37,536,55)
role-label: அமைப்பாளர் : xyxy=(270,135,327,144)
role-label: துணை அமைப்பாளர்கள்: xyxy=(46,493,137,503)
branch-heading: ஆம்பாமந்தூர் கிளை xyxy=(778,863,868,875)
booth-row: பாகம் – 80 : ப.நித்யானந்தன், 420, வாரிக்காரர் தோட்டம், சுக்கிரமணிகவுண்டன் புதூர், பொகலூர், எல்லப்பாளையம், அன்னூர், திருப்பூர். xyxy=(270,641,480,673)
branch-heading: பூலுவபாளையம் கிளை xyxy=(772,1045,874,1057)
role-label: துணை அமைப்பாளர்கள் : xyxy=(270,1186,370,1196)
role-label: அமைப்பாளர் : xyxy=(494,1280,552,1290)
role-label: துணை அமைப்பாளர்கள்: xyxy=(46,379,146,389)
branch-heading: குப்பனூர் கிளை xyxy=(564,886,634,898)
booth-row: பாகம் – 92 : மா.மகேந்திரன், 4/995, காமராஜர் நகர், கணேசபுரம், காட்டம்பட்டி, அன்னூர், திருப்பூர். xyxy=(46,680,237,712)
paragraph: துணை அமைப்பாளர்கள் : (1) ந.மயில்சாமி, 7/3, ருத்திரியம் பாளையம், அல்லப்பாளையம், அன்னூர். (2) வீரத்தாமூர்த்தி, 732, ருத்திரியம்பாளையம், அல்லப்பாளையம், அன்னூர். (3) செ.மார்த்தசாஜ், 665, ருத்திரியம்பாளையம், அல்லப் பாளையம், அன்னூர். xyxy=(718,1363,928,1418)
paragraph: துணை அமைப்பாளர்கள் : (1) ர.மு.தயானந்தன், 438, சுக்கிரமணிகவுண்டன்புதூர், எல்லப்பாளையம், பொகலூர், அன்னூர், திருப்பூர். (2) ர.மு.ராஜ்குமார், 438, சுக்கிரமணி கவுண்டன்புதூர், எல்லப்பாளையம், பொகலூர், அன்னூர், திருப்பூர். (3) ர.கார்த்திகேயன், 419, சுக்கிரமணிகவுண்டன் புதூர், எல்லப்பாளையம், பொகலூர், அன்னூர், திருப்பூர். xyxy=(270,558,480,624)
paragraph: அமைப்பாளர் : செ.மோகன்குமார், 1293, குன்னாபூர், குப்பனூர், அன்னூர். xyxy=(494,902,704,923)
booth-row: பாகம் – 116 : ப.செந்தில்குமார், 1/228, பிள்ளையார்பாளையம், ஆலம்பாளையம், அன்னூர், பச்சாபாளையம், அன்னூர், திருப்பூர். xyxy=(46,1363,246,1406)
role-label: துணை அமைப்பாளர்கள் : xyxy=(270,1266,370,1276)
